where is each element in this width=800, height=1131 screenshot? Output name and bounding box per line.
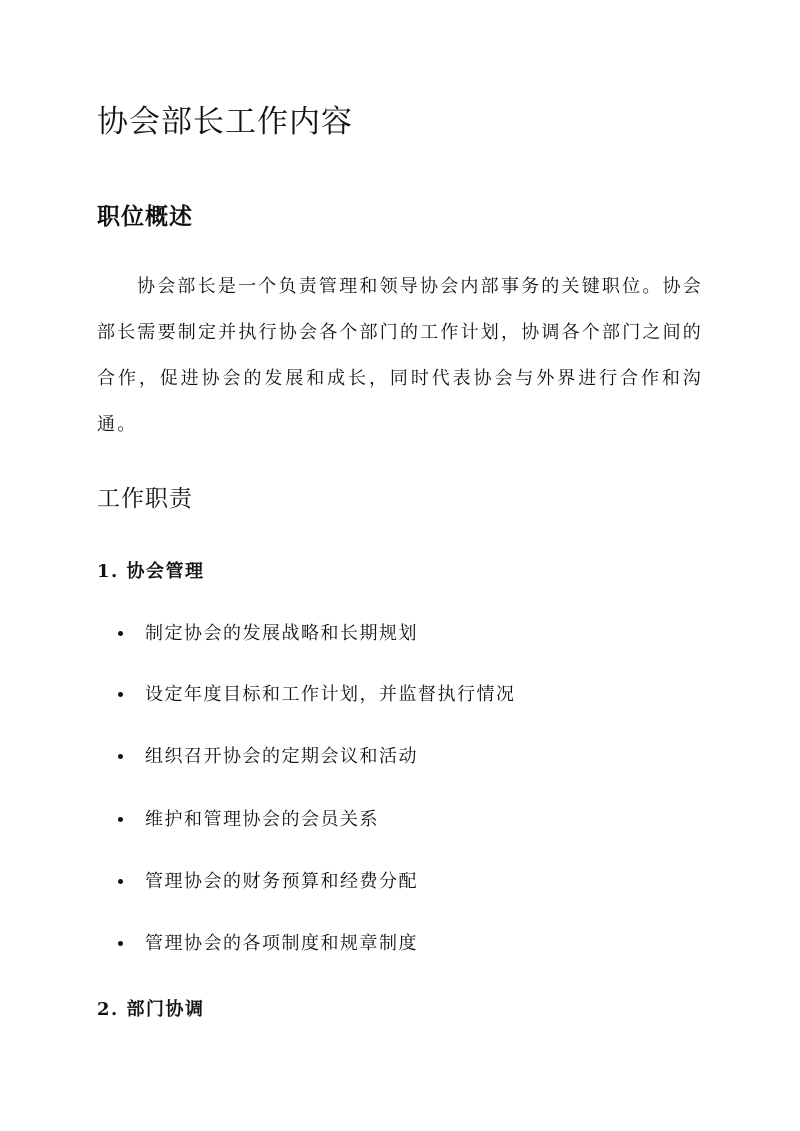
bullet-icon: [118, 692, 123, 697]
list-item-text: 维护和管理协会的会员关系: [145, 809, 379, 830]
document-title: 协会部长工作内容: [97, 104, 353, 140]
list-item-text: 管理协会的财务预算和经费分配: [145, 871, 418, 892]
bullet-icon: [118, 879, 123, 884]
subsection-heading-association-management: 1. 协会管理: [97, 561, 205, 582]
subsection-heading-department-coordination: 2. 部门协调: [97, 999, 205, 1020]
section-heading-overview: 职位概述: [97, 203, 193, 230]
bullet-icon: [118, 941, 123, 946]
list-item-text: 设定年度目标和工作计划，并监督执行情况: [145, 684, 516, 705]
list-item-text: 管理协会的各项制度和规章制度: [145, 933, 418, 954]
list-item-text: 制定协会的发展战略和长期规划: [145, 623, 418, 644]
list-item-text: 组织召开协会的定期会议和活动: [145, 746, 418, 767]
overview-paragraph: 协会部长是一个负责管理和领导协会内部事务的关键职位。协会部长需要制定并执行协会各个部门的工作计划，协调各个部门之间的合作，促进协会的发展和成长，同时代表协会与外界进行合作和沟通。: [97, 276, 703, 435]
bullet-icon: [118, 817, 123, 822]
bullet-icon: [118, 631, 123, 636]
section-heading-duties: 工作职责: [97, 486, 193, 512]
bullet-icon: [118, 754, 123, 759]
